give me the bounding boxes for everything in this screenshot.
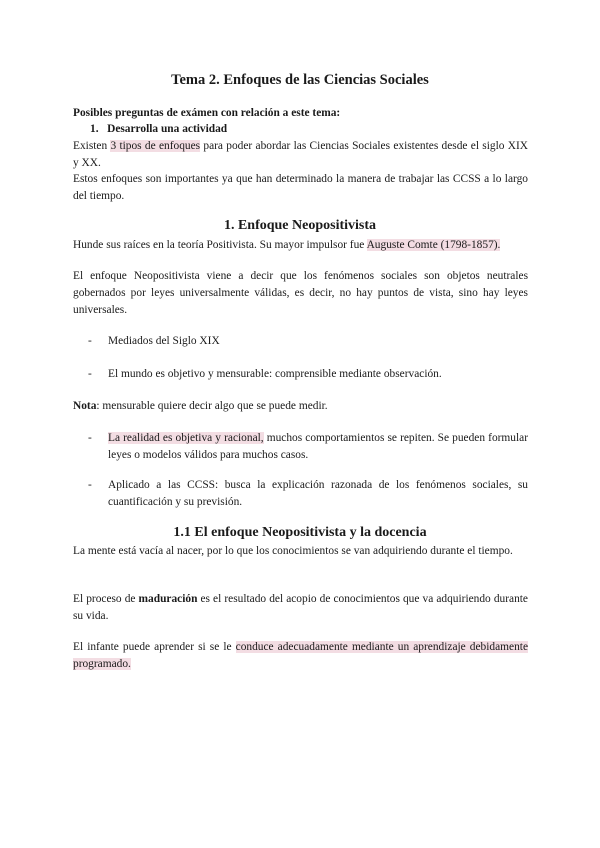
bullet-text: Aplicado a las CCSS: busca la explicación razonada de los fenómenos sociales, su cuantificación y su previsión. [108, 479, 528, 508]
intro-p1-highlight: 3 tipos de enfoques [110, 140, 201, 152]
s11-p3-highlight: conduce adecuadamente mediante un aprendizaje debidamente programado. [73, 641, 528, 670]
bullet-item [88, 366, 528, 383]
section-1-paragraph-1 [73, 237, 528, 254]
section-1-1-paragraph-1: La mente está vacía al nacer, por lo que los conocimientos se van adquiriendo durante el tiempo. [73, 545, 513, 557]
bullet-item [88, 477, 528, 511]
intro-p1-text-end: para poder abordar las Ciencias Sociales existentes desde el siglo XIX y XX. [73, 140, 529, 169]
note-paragraph [73, 398, 528, 415]
bullet-dash: - [88, 368, 92, 380]
bullet-text: El mundo es objetivo y mensurable: comprensible mediante observación. [108, 368, 442, 380]
s11-p2-text-end: es el resultado del acopio de conocimientos que va adquiriendo durante su vida. [73, 593, 528, 622]
intro-paragraph-2: Estos enfoques son importantes ya que han determinado la manera de trabajar las CCSS a lo largo del tiempo. [73, 173, 528, 202]
bullet-dash: - [88, 335, 92, 347]
s11-p3-text: El infante puede aprender si se le [73, 641, 236, 653]
page-title: Tema 2. Enfoques de las Ciencias Sociales [171, 72, 429, 88]
bullet-highlight: La realidad es objetiva y racional, [108, 432, 264, 444]
s11-p2-text: El proceso de [73, 593, 139, 605]
bullet-text [108, 430, 528, 464]
section-1-1-paragraph-3 [73, 639, 528, 673]
section-1-1-heading: 1.1 El enfoque Neopositivista y la docencia [173, 525, 427, 540]
exam-questions-heading: Posibles preguntas de exámen con relación a este tema: [73, 107, 341, 119]
bullet-item [88, 333, 528, 350]
bullet-dash: - [88, 479, 92, 491]
numbered-item [90, 123, 227, 135]
intro-paragraph-1 [73, 138, 528, 172]
s11-p2-bold: maduración [138, 593, 198, 605]
bullet-text: Mediados del Siglo XIX [108, 335, 220, 347]
s1-p1-highlight: Auguste Comte (1798-1857). [366, 239, 501, 251]
note-label: Nota [73, 400, 97, 412]
section-1-1-paragraph-2 [73, 591, 528, 625]
note-text: : mensurable quiere decir algo que se puede medir. [96, 400, 328, 412]
item-number: 1. [90, 123, 99, 135]
item-label: Desarrolla una actividad [107, 123, 228, 135]
intro-p1-text: Existen [73, 140, 111, 152]
bullet-dash: - [88, 432, 92, 444]
section-1-heading: 1. Enfoque Neopositivista [223, 218, 377, 233]
s1-p1-text: Hunde sus raíces en la teoría Positivista. Su mayor impulsor fue [73, 239, 367, 251]
section-1-paragraph-2: El enfoque Neopositivista viene a decir que los fenómenos sociales son objetos neutrales gobernados por leyes universalmente válidas, es decir, no hay puntos de vista, sino hay leyes universales. [73, 270, 528, 316]
bullet-item [88, 430, 528, 464]
bullet-text-rest: muchos comportamientos se repiten. Se pueden formular leyes o modelos válidos para muchos casos. [108, 432, 529, 461]
